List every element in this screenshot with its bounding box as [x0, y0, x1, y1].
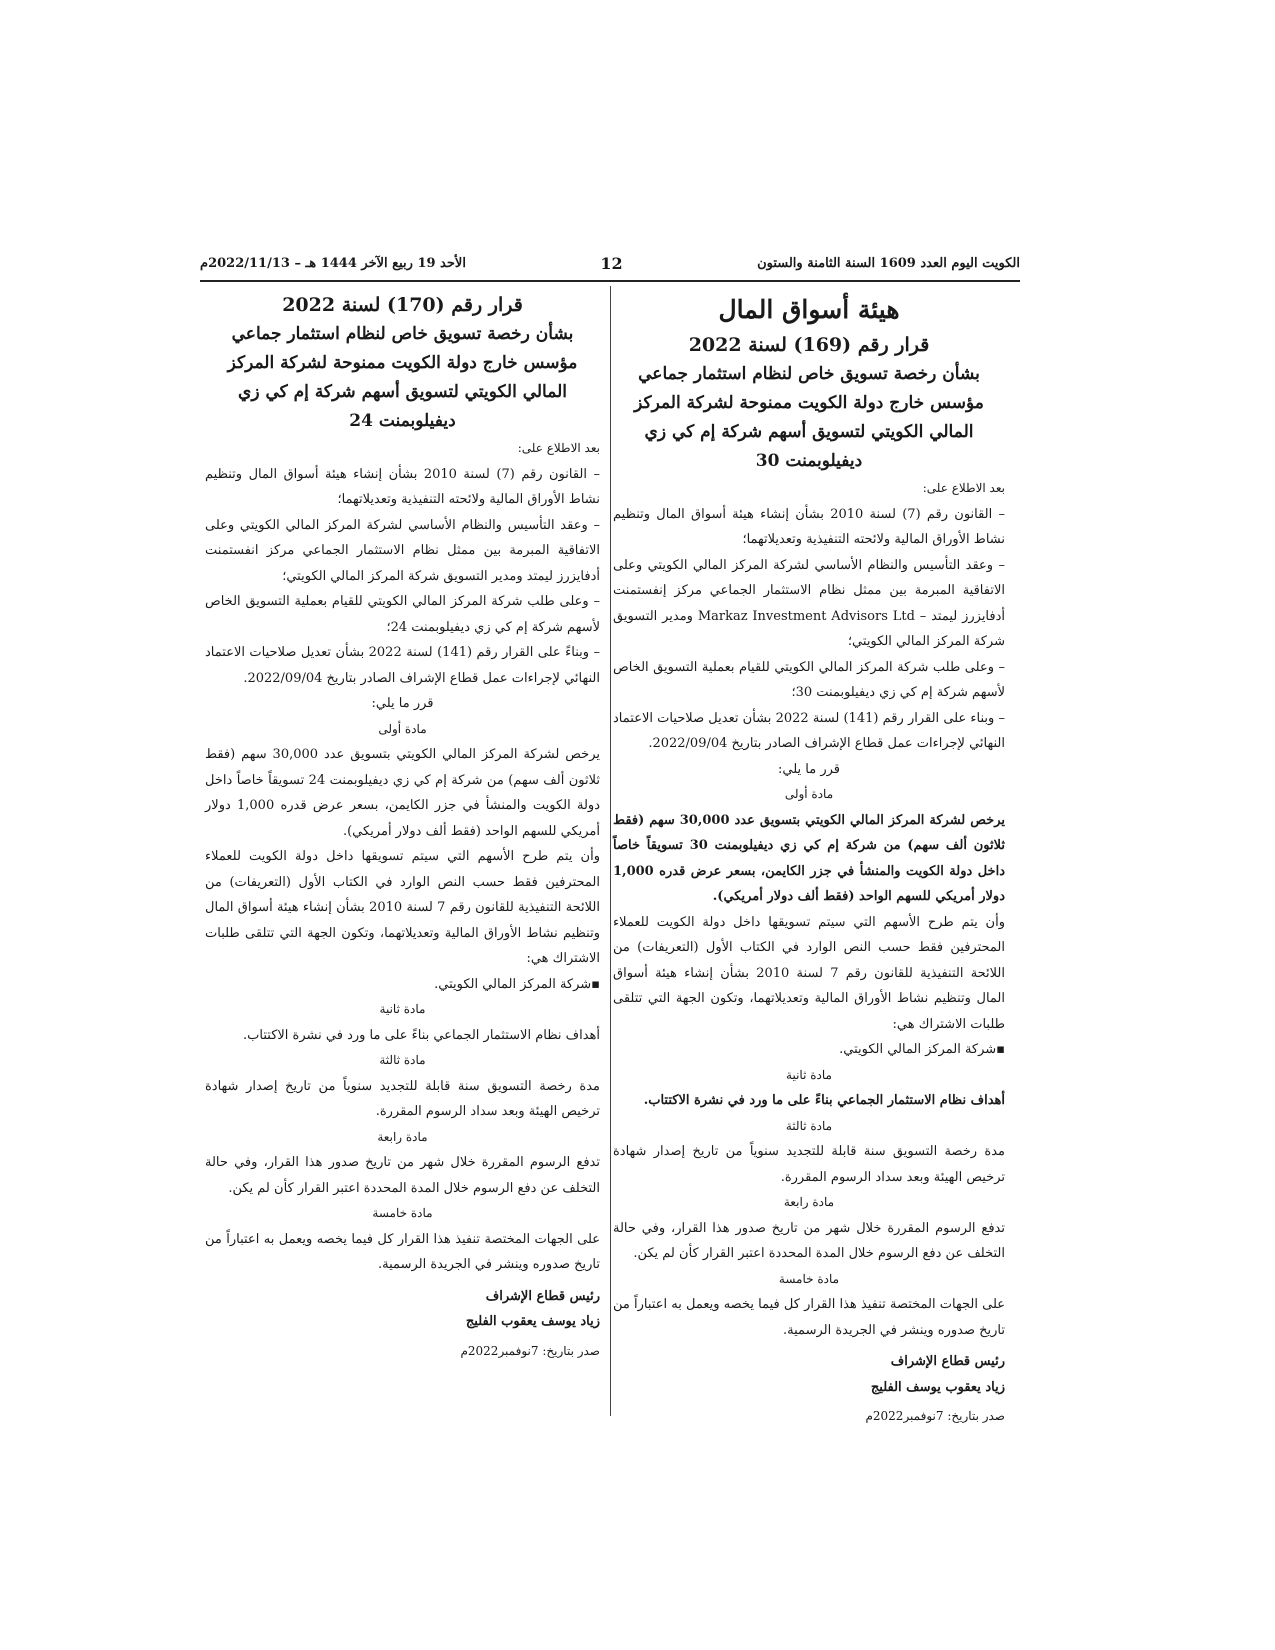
header-divider — [200, 280, 1020, 282]
issue-date: صدر بتاريخ: 7نوفمبر2022م — [460, 1343, 600, 1358]
subscription-entity-item: ▪ شركة المركز المالي الكويتي. — [613, 1037, 1005, 1063]
decision-subject: بشأن رخصة تسويق خاص لنظام استثمار جماعي مؤسس خارج دولة الكويت ممنوحة لشركة المركز المالي الكويتي لتسويق أسهم شركة إم كي زي ديفيلوبمنت 24 — [227, 324, 578, 431]
decision-subject: بشأن رخصة تسويق خاص لنظام استثمار جماعي مؤسس خارج دولة الكويت ممنوحة لشركة المركز المالي الكويتي لتسويق أسهم شركة إم كي زي ديفيلوبمنت 30 — [634, 364, 984, 471]
article-1-title: مادة أولى — [784, 787, 834, 801]
decision-title: قرار رقم (169) لسنة 2022 — [688, 334, 930, 356]
preamble-item: – القانون رقم (7) لسنة 2010 بشأن إنشاء هيئة أسواق المال وتنظيم نشاط الأوراق المالية ولائحته التنفيذية وتعديلاتهما؛ — [205, 466, 600, 507]
article-1-text: وأن يتم طرح الأسهم التي سيتم تسويقها داخل دولة الكويت للعملاء المحترفين فقط حسب النص الوارد في الكتاب الأول (التعريفات) من اللائحة التنفيذية للقانون رقم 7 لسنة 2010 بشأن إنشاء هيئة أسواق المال وتنظيم نشاط الأوراق المالية وتعديلاتهما، وتكون الجهة التي تتلقى طلبات الاشتراك هي: — [613, 914, 1006, 1032]
signer-name: زياد يوسف يعقوب الفليج — [465, 1314, 600, 1329]
preamble-item: – وعقد التأسيس والنظام الأساسي لشركة المركز المالي الكويتي وعلى الاتفاقية المبرمة بين ممثل نظام الاستثمار الجماعي مركز انفستمنت أدفايزرز ليمتد ومدير التسويق شركة المركز المالي الكويتي؛ — [205, 517, 600, 584]
decided-label: قرر ما يلي: — [371, 696, 434, 711]
subscription-entity-item: ▪ شركة المركز المالي الكويتي. — [205, 972, 600, 998]
signer-title: رئيس قطاع الإشراف — [890, 1354, 1005, 1369]
after-review-label: بعد الاطلاع على: — [517, 441, 600, 455]
article-3-text: مدة رخصة التسويق سنة قابلة للتجديد سنوياً من تاريخ إصدار شهادة ترخيص الهيئة وبعد سداد الرسوم المقررة. — [613, 1144, 1005, 1185]
preamble-item: – القانون رقم (7) لسنة 2010 بشأن إنشاء هيئة أسواق المال وتنظيم نشاط الأوراق المالية ولائحته التنفيذية وتعديلاتهما؛ — [613, 506, 1005, 547]
column-divider — [610, 286, 611, 1416]
article-5-text: على الجهات المختصة تنفيذ هذا القرار كل فيما يخصه ويعمل به اعتباراً من تاريخ صدوره وينشر في الجريدة الرسمية. — [613, 1297, 1005, 1338]
article-5-text: على الجهات المختصة تنفيذ هذا القرار كل فيما يخصه ويعمل به اعتباراً من تاريخ صدوره وينشر في الجريدة الرسمية. — [205, 1231, 600, 1272]
preamble-item: – وعقد التأسيس والنظام الأساسي لشركة المركز المالي الكويتي وعلى الاتفاقية المبرمة بين ممثل نظام الاستثمار الجماعي مركز إنفستمنت أدفايزرز ليمتد – Markaz Investment Advisors Ltd ومدير التسويق شركة المركز المالي الكويتي؛ — [613, 557, 1006, 649]
article-3-title: مادة ثالثة — [785, 1118, 833, 1133]
authority-title: هيئة أسواق المال — [718, 295, 900, 324]
preamble-item: – وبناء على القرار رقم (141) لسنة 2022 بشأن تعديل صلاحيات الاعتماد النهائي لإجراءات عمل قطاع الإشراف الصادر بتاريخ 2022/09/04. — [613, 710, 1005, 751]
decision-title: قرار رقم (170) لسنة 2022 — [282, 294, 523, 316]
preamble-item: – وعلى طلب شركة المركز المالي الكويتي للقيام بعملية التسويق الخاص لأسهم شركة إم كي زي ديفيلوبمنت 30؛ — [613, 659, 1005, 700]
article-1-text: يرخص لشركة المركز المالي الكويتي بتسويق عدد 30,000 سهم (فقط ثلاثون ألف سهم) من شركة إم كي زي ديفيلوبمنت 24 تسويقاً خاصاً داخل دولة الكويت والمنشأ في جزر الكايمن، بسعر عرض قدره 1,000 دولار أمريكي للسهم الواحد (فقط ألف دولار أمريكي). — [205, 747, 600, 839]
article-4-text: تدفع الرسوم المقررة خلال شهر من تاريخ صدور هذا القرار، وفي حالة التخلف عن دفع الرسوم خلال المدة المحددة اعتبر القرار كأن لم يكن. — [613, 1220, 1005, 1261]
article-2-text: أهداف نظام الاستثمار الجماعي بناءً على ما ورد في نشرة الاكتتاب. — [243, 1027, 600, 1043]
preamble-item: – وبناءً على القرار رقم (141) لسنة 2022 بشأن تعديل صلاحيات الاعتماد النهائي لإجراءات عمل قطاع الإشراف الصادر بتاريخ 2022/09/04. — [205, 645, 600, 686]
header-issue-info: الكويت اليوم العدد 1609 السنة الثامنة والستون — [757, 255, 1020, 271]
article-5-title: مادة خامسة — [372, 1206, 433, 1220]
article-2-title: مادة ثانية — [786, 1067, 832, 1082]
article-4-title: مادة رابعة — [377, 1129, 428, 1144]
signer-title: رئيس قطاع الإشراف — [485, 1288, 600, 1304]
header-page-number: 12 — [600, 253, 623, 273]
article-4-text: تدفع الرسوم المقررة خلال شهر من تاريخ صدور هذا القرار، وفي حالة التخلف عن دفع الرسوم خلال المدة المحددة اعتبر القرار كأن لم يكن. — [205, 1155, 600, 1196]
after-review-label: بعد الاطلاع على: — [922, 481, 1005, 495]
article-1-text: وأن يتم طرح الأسهم التي سيتم تسويقها داخل دولة الكويت للعملاء المحترفين فقط حسب النص الوارد في الكتاب الأول (التعريفات) من اللائحة التنفيذية للقانون رقم 7 لسنة 2010 بشأن إنشاء هيئة أسواق المال وتنظيم نشاط الأوراق المالية وتعديلاتهما، وتكون الجهة التي تتلقى طلبات الاشتراك هي: — [205, 849, 601, 966]
article-3-title: مادة ثالثة — [379, 1053, 426, 1067]
decision-169-column — [613, 290, 1005, 1430]
article-1-text: يرخص لشركة المركز المالي الكويتي بتسويق عدد 30,000 سهم (فقط ثلاثون ألف سهم) من شركة إم كي زي ديفيلوبمنت 30 تسويقاً خاصاً داخل دولة الكويت والمنشأ في جزر الكايمن، بسعر عرض قدره 1,000 دولار أمريكي للسهم الواحد (فقط ألف دولار أمريكي). — [613, 812, 1005, 904]
decision-170-column — [205, 290, 600, 1364]
article-2-title: مادة ثانية — [379, 1002, 426, 1016]
article-2-text: أهداف نظام الاستثمار الجماعي بناءً على ما ورد في نشرة الاكتتاب. — [643, 1093, 1005, 1108]
issue-date: صدر بتاريخ: 7نوفمبر2022م — [865, 1409, 1005, 1423]
preamble-item: – وعلى طلب شركة المركز المالي الكويتي للقيام بعملية التسويق الخاص لأسهم شركة إم كي زي ديفيلوبمنت 24؛ — [205, 594, 600, 635]
decided-label: قرر ما يلي: — [778, 761, 840, 777]
article-5-title: مادة خامسة — [778, 1271, 840, 1286]
page-header — [200, 250, 1020, 276]
article-4-title: مادة رابعة — [783, 1195, 835, 1209]
article-1-title: مادة أولى — [378, 721, 427, 736]
signer-name: زياد يعقوب يوسف الفليج — [870, 1379, 1005, 1395]
article-3-text: مدة رخصة التسويق سنة قابلة للتجديد سنوياً من تاريخ إصدار شهادة ترخيص الهيئة وبعد سداد الرسوم المقررة. — [205, 1078, 600, 1119]
header-date: الأحد 19 ربيع الآخر 1444 هـ – 2022/11/13م — [200, 255, 466, 271]
